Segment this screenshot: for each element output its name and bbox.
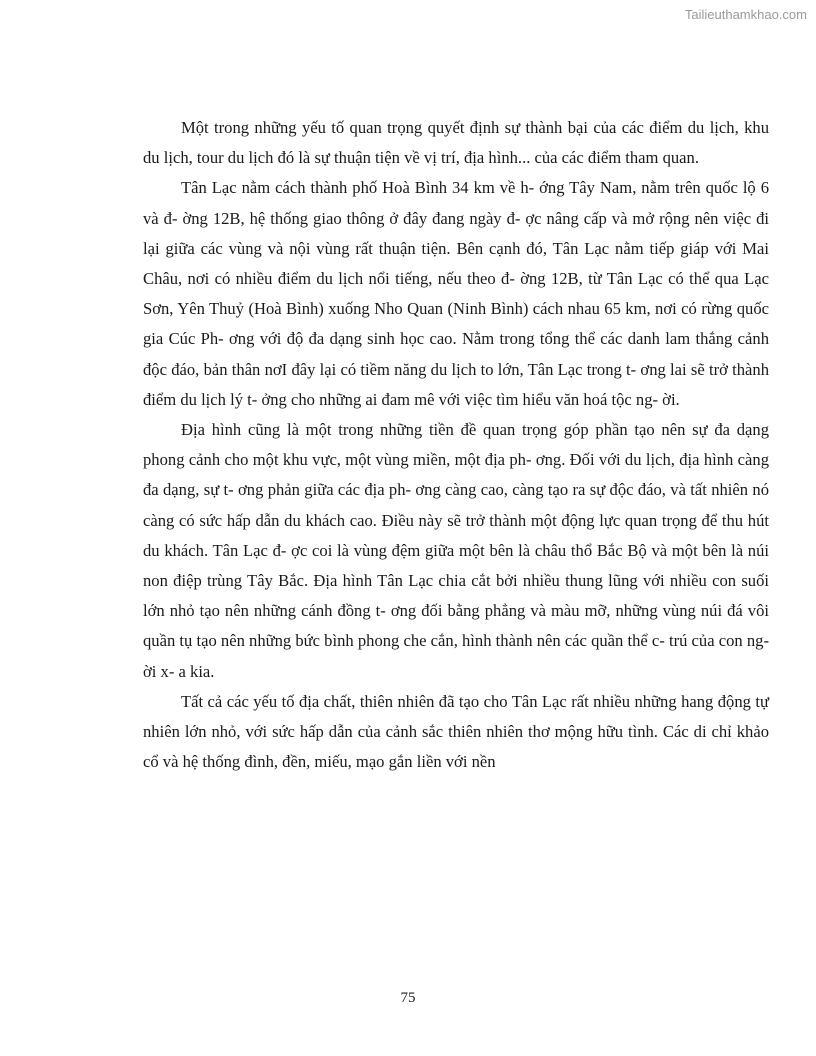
watermark: Tailieuthamkhao.com	[684, 7, 807, 22]
paragraph-natural-factors: Tất cả các yếu tố địa chất, thiên nhiên đã tạo cho Tân Lạc rất nhiều những hang động tự nhiên lớn nhỏ, với sức hấp dẫn của cảnh sắc thiên nhiên thơ mộng hữu tình. Các di chỉ khảo cổ và hệ thống đình, đền, miếu, mạo gắn liền với nền	[143, 691, 769, 772]
paragraph-tan-lac-location: Tân Lạc nằm cách thành phố Hoà Bình 34 km về h- ớng Tây Nam, nằm trên quốc lộ 6 và đ- ờng 12B, hệ thống giao thông ở đây đang ngày đ- ợc nâng cấp và mở rộng nên việc đi lại giữa các vùng và nội vùng rất thuận tiện. Bên cạnh đó, Tân Lạc nằm tiếp giáp với Mai Châu, nơi có nhiều điểm du lịch nổi tiếng, nếu theo đ- ờng 12B, từ Tân Lạc có thể qua Lạc Sơn, Yên Thuỷ (Hoà Bình) xuống Nho Quan (Ninh Bình) cách nhau 65 km, nơi có rừng quốc gia Cúc Ph- ơng với độ đa dạng sinh học cao. Nằm trong tổng thể các danh lam thắng cảnh độc đáo, bản thân nơI đây lại có tiềm năng du lịch to lớn, Tân Lạc trong t- ơng lai sẽ trở thành điểm du lịch lý t- ởng cho những ai đam mê với việc tìm hiểu văn hoá tộc ng- ời.	[143, 178, 769, 409]
page-number: 75	[400, 990, 416, 1006]
document-body	[143, 113, 769, 777]
paragraph-location-intro: Một trong những yếu tố quan trọng quyết định sự thành bại của các điểm du lịch, khu du lịch, tour du lịch đó là sự thuận tiện về vị trí, địa hình... của các điểm tham quan.	[143, 118, 769, 168]
paragraph-terrain: Địa hình cũng là một trong những tiền đề quan trọng góp phần tạo nên sự đa dạng phong cảnh cho một khu vực, một vùng miền, một địa ph- ơng. Đối với du lịch, địa hình càng đa dạng, sự t- ơng phản giữa các địa ph- ơng càng cao, càng tạo ra sự độc đáo, và tất nhiên nó càng có sức hấp dẫn du khách cao. Điều này sẽ trở thành một động lực quan trọng để thu hút du khách. Tân Lạc đ- ợc coi là vùng đệm giữa một bên là châu thổ Bắc Bộ và một bên là núi non điệp trùng Tây Bắc. Địa hình Tân Lạc chia cắt bởi nhiều thung lũng với nhiều con suối lớn nhỏ tạo nên những cánh đồng t- ơng đối bằng phẳng và màu mỡ, những vùng núi đá vôi quần tụ tạo nên những bức bình phong che cắn, hình thành nên các quần thể c- trú của con ng- ời x- a kia.	[143, 420, 769, 681]
